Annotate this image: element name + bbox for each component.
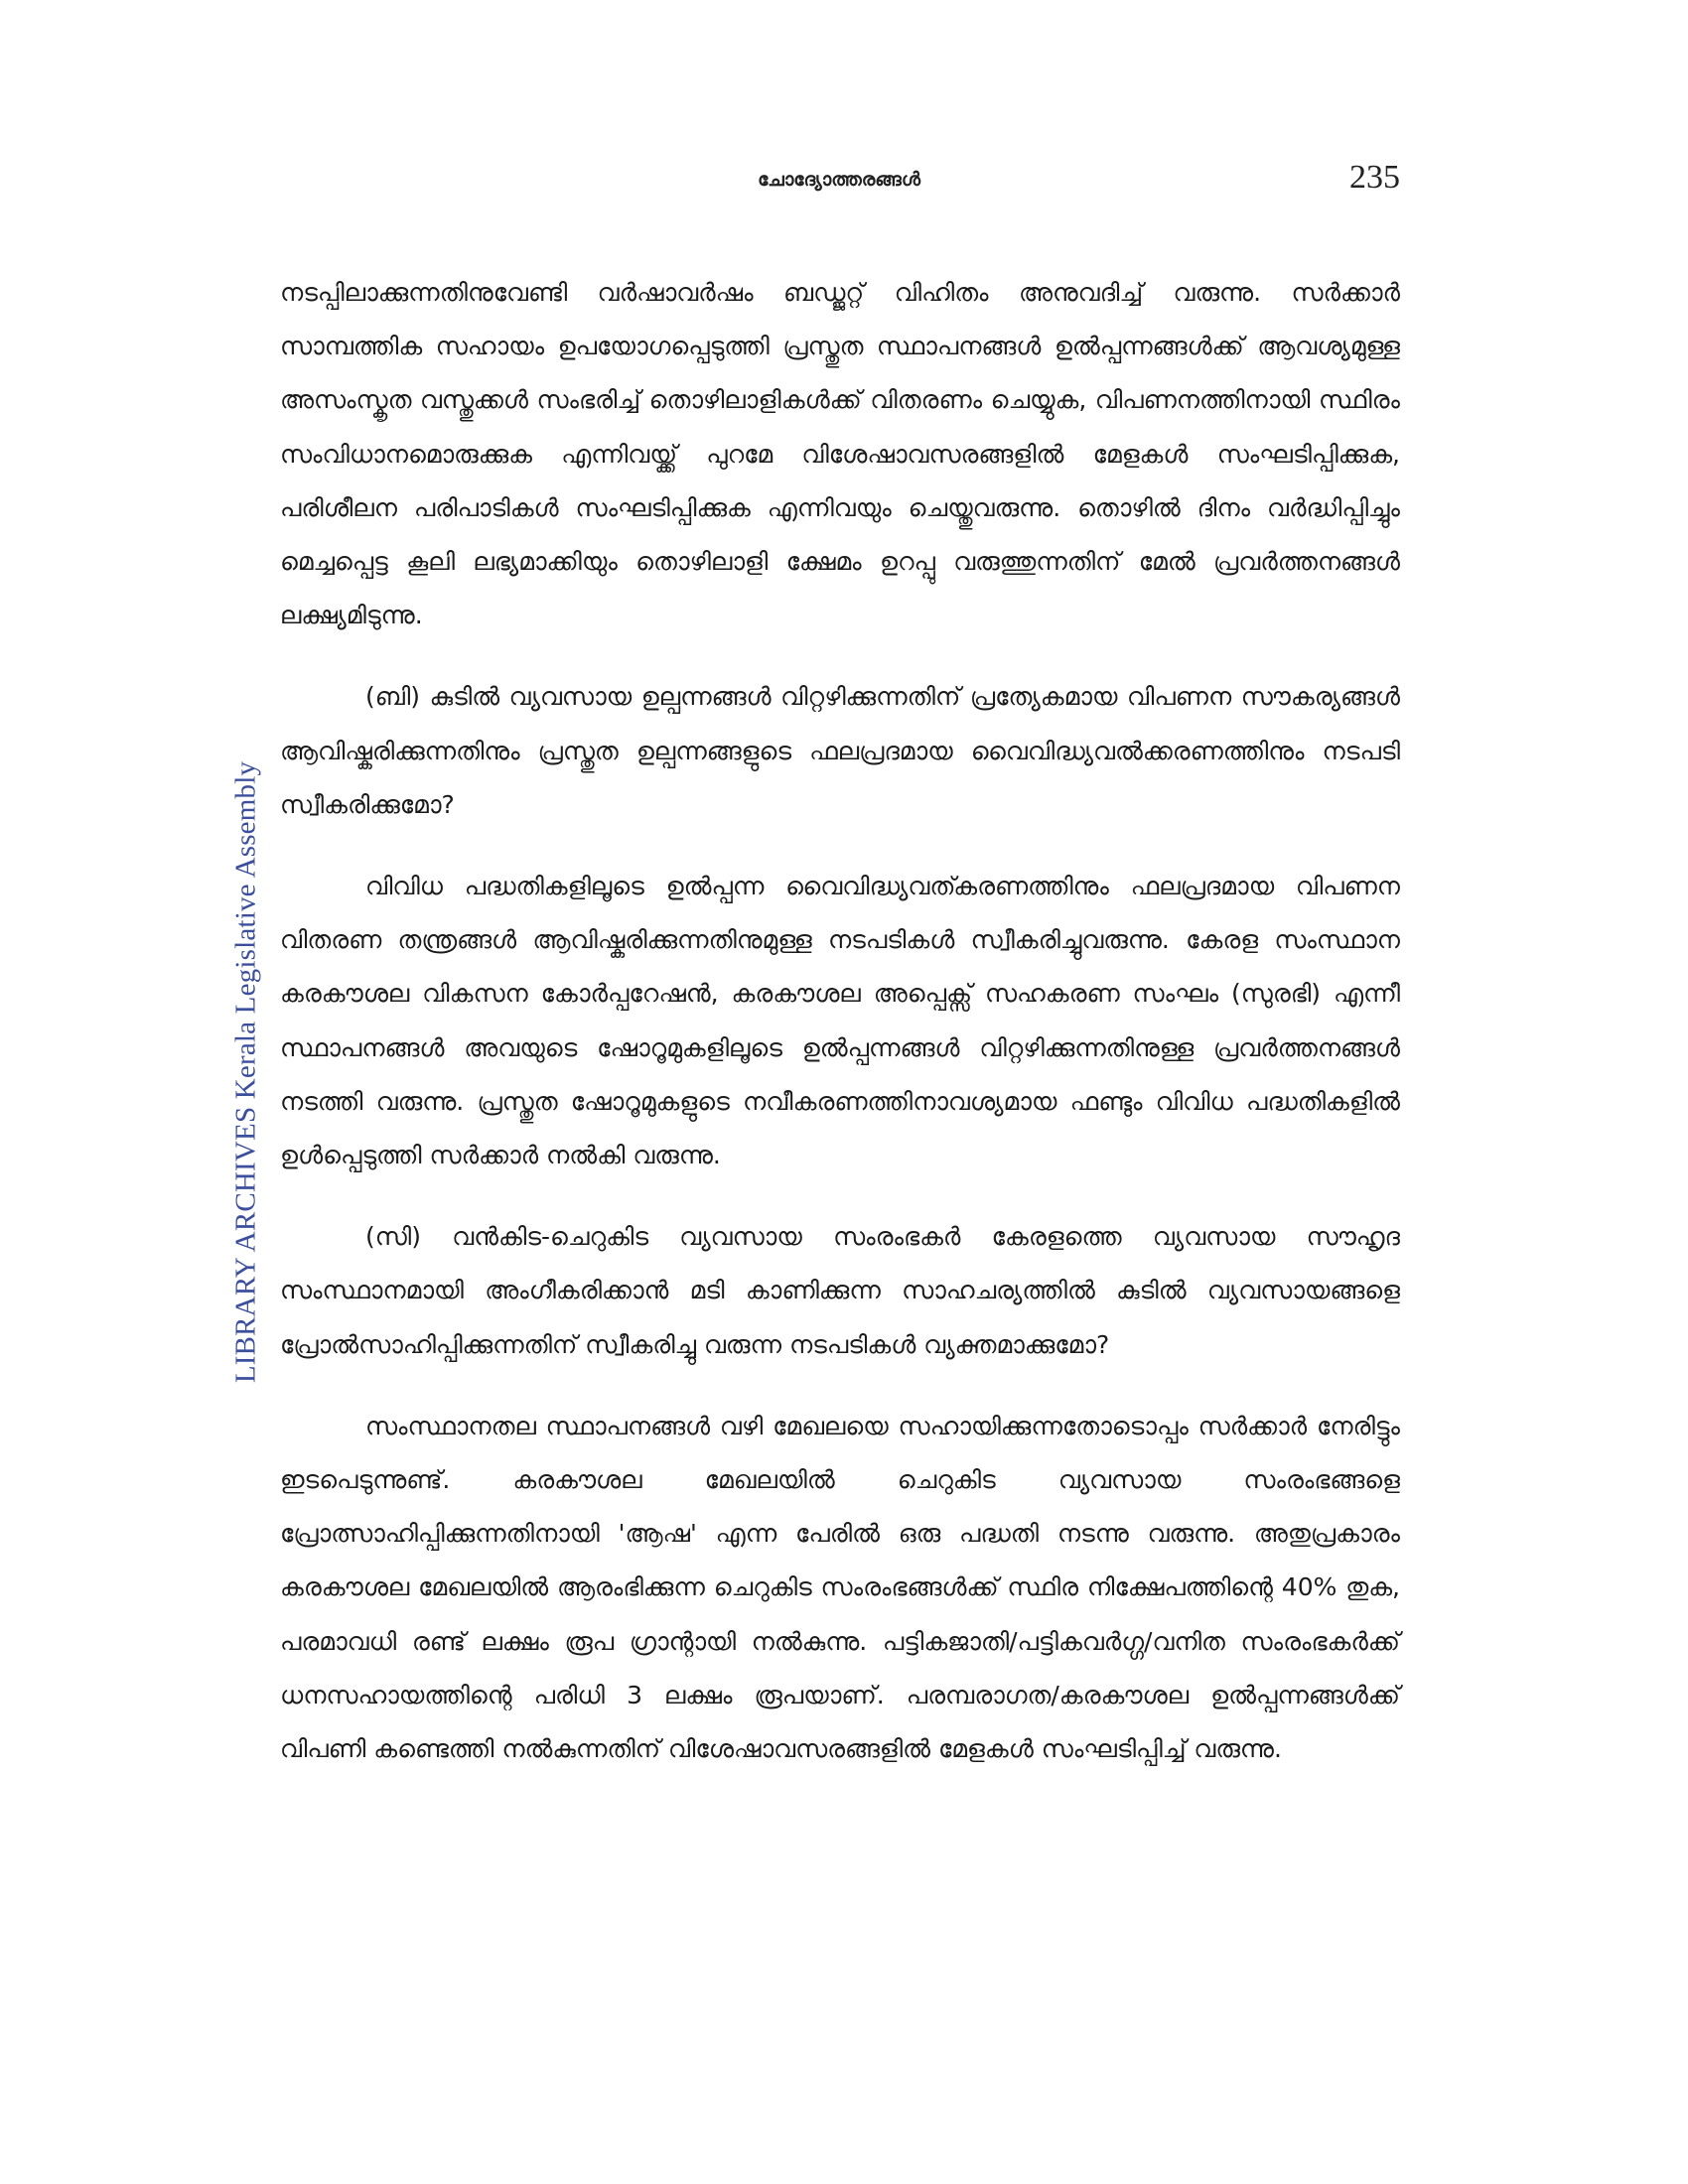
paragraph-continuation: നടപ്പിലാക്കുന്നതിനുവേണ്ടി വർഷാവർഷം ബഡ്ജറ്റ് വിഹിതം അനുവദിച്ച് വരുന്നു. സർക്കാർ സാമ്പത്തിക സഹായം ഉപയോഗപ്പെടുത്തി പ്രസ്തുത സ്ഥാപനങ്ങൾ ഉൽപ്പന്നങ്ങൾക്ക് ആവശ്യമുള്ള അസംസ്കൃത വസ്തുക്കൾ സംഭരിച്ച് തൊഴിലാളികൾക്ക് വിതരണം ചെയ്യുക, വിപണനത്തിനായി സ്ഥിരം സംവിധാനമൊരുക്കുക എന്നിവയ്ക്ക് പുറമേ വിശേഷാവസരങ്ങളിൽ മേളകൾ സംഘടിപ്പിക്കുക, പരിശീലന പരിപാടികൾ സംഘടിപ്പിക്കുക എന്നിവയും ചെയ്തുവരുന്നു. തൊഴിൽ ദിനം വർദ്ധിപ്പിച്ചും മെച്ചപ്പെട്ട കൂലി ലഭ്യമാക്കിയും തൊഴിലാളി ക്ഷേമം ഉറപ്പു വരുത്തുന്നതിന് മേൽ പ്രവർത്തനങ്ങൾ ലക്ഷ്യമിടുന്നു. xyxy=(280,278,1400,630)
running-title: ചോദ്യോത്തരങ്ങൾ xyxy=(758,169,920,191)
question-c: (സി) വൻകിട-ചെറുകിട വ്യവസായ സംരംഭകർ കേരളത്തെ വ്യവസായ സൗഹൃദ സംസ്ഥാനമായി അംഗീകരിക്കാൻ മടി കാണിക്കുന്ന സാഹചര്യത്തിൽ കുടിൽ വ്യവസായങ്ങളെ പ്രോൽസാഹിപ്പിക്കുന്നതിന് സ്വീകരിച്ചു വരുന്ന നടപടികൾ വ്യക്തമാക്കുമോ? xyxy=(280,1222,1400,1359)
library-archives-watermark: LIBRARY ARCHIVES Kerala Legislative Assembly xyxy=(229,760,262,1384)
document-body xyxy=(280,266,1400,1804)
page-header xyxy=(278,159,1400,208)
answer-b: വിവിധ പദ്ധതികളിലൂടെ ഉൽപ്പന്ന വൈവിദ്ധ്യവത്കരണത്തിനും ഫലപ്രദമായ വിപണന വിതരണ തന്ത്രങ്ങൾ ആവിഷ്കരിക്കുന്നതിനുമുള്ള നടപടികൾ സ്വീകരിച്ചുവരുന്നു. കേരള സംസ്ഥാന കരകൗശല വികസന കോർപ്പറേഷൻ, കരകൗശല അപ്പെക്സ് സഹകരണ സംഘം (സുരഭി) എന്നീ സ്ഥാപനങ്ങൾ അവയുടെ ഷോറൂമുകളിലൂടെ ഉൽപ്പന്നങ്ങൾ വിറ്റഴിക്കുന്നതിനുള്ള പ്രവർത്തനങ്ങൾ നടത്തി വരുന്നു. പ്രസ്തുത ഷോറൂമുകളുടെ നവീകരണത്തിനാവശ്യമായ ഫണ്ടും വിവിധ പദ്ധതികളിൽ ഉൾപ്പെടുത്തി സർക്കാർ നൽകി വരുന്നു. xyxy=(280,872,1400,1170)
question-b: (ബി) കുടിൽ വ്യവസായ ഉല്പന്നങ്ങൾ വിറ്റഴിക്കുന്നതിന് പ്രത്യേകമായ വിപണന സൗകര്യങ്ങൾ ആവിഷ്കരിക്കുന്നതിനും പ്രസ്തുത ഉല്പന്നങ്ങളുടെ ഫലപ്രദമായ വൈവിദ്ധ്യവൽക്കരണത്തിനും നടപടി സ്വീകരിക്കുമോ? xyxy=(280,682,1400,819)
answer-c: സംസ്ഥാനതല സ്ഥാപനങ്ങൾ വഴി മേഖലയെ സഹായിക്കുന്നതോടൊപ്പം സർക്കാർ നേരിട്ടും ഇടപെടുന്നുണ്ട്. കരകൗശല മേഖലയിൽ ചെറുകിട വ്യവസായ സംരംഭങ്ങളെ പ്രോത്സാഹിപ്പിക്കുന്നതിനായി 'ആഷ' എന്ന പേരിൽ ഒരു പദ്ധതി നടന്നു വരുന്നു. അതുപ്രകാരം കരകൗശല മേഖലയിൽ ആരംഭിക്കുന്ന ചെറുകിട സംരംഭങ്ങൾക്ക് സ്ഥിര നിക്ഷേപത്തിന്റെ 40% തുക, പരമാവധി രണ്ട് ലക്ഷം രൂപ ഗ്രാന്റായി നൽകുന്നു. പട്ടികജാതി/പട്ടികവർഗ്ഗ/വനിത സംരംഭകർക്ക് ധനസഹായത്തിന്റെ പരിധി 3 ലക്ഷം രൂപയാണ്. പരമ്പരാഗത/കരകൗശല ഉൽപ്പന്നങ്ങൾക്ക് വിപണി കണ്ടെത്തി നൽകുന്നതിന് വിശേഷാവസരങ്ങളിൽ മേളകൾ സംഘടിപ്പിച്ച് വരുന്നു. xyxy=(280,1411,1400,1764)
page-number: 235 xyxy=(1349,159,1400,196)
